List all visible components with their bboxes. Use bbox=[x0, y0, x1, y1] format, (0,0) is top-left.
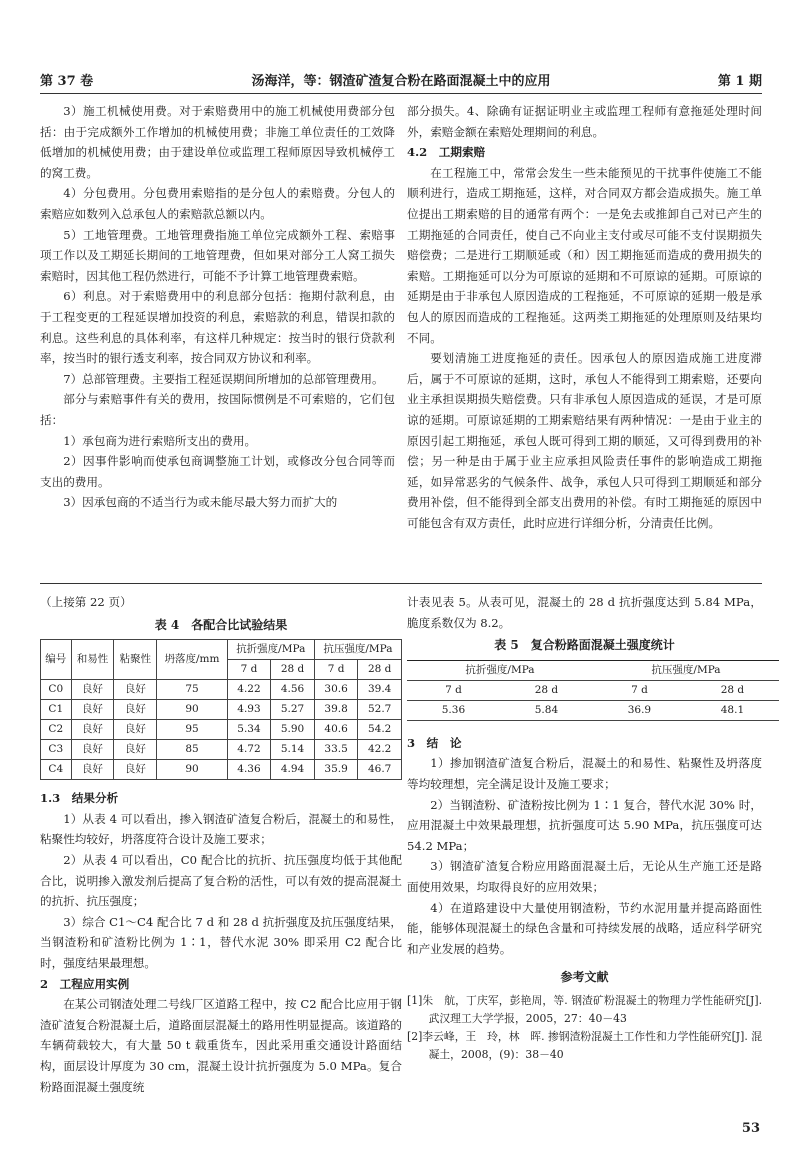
top-right-column bbox=[407, 101, 762, 533]
table-cell: 90 bbox=[157, 760, 227, 780]
paragraph: 5）工地管理费。工地管理费指施工单位完成额外工程、索赔事项工作以及工期延长期间的工地管理费，但如果对部分工人窝工损失索赔时，因其他工程仍然进行，可能不予计算工地管理费索赔。 bbox=[40, 227, 395, 283]
references-title: 参考文献 bbox=[560, 970, 609, 985]
paragraph: 要划清施工进度拖延的责任。因承包人的原因造成施工进度滞后，属于不可原谅的延期，这时，承包人不能得到工期索赔，还要向业主承担误期损失赔偿费。只有非承包人原因造成的延误，才是可原谅的延期。可原谅延期的工期索赔结果有两种情况：一是由于业主的原因引起工期拖延，承包人既可得到工期的顺延，又可得到费用的补偿；另一种是由于属于业主应承担风险责任事件的影响造成工期拖延，如异常恶劣的气候条件、战争，承包人只可得到工期顺延和部分费用补偿，但不能得到全部支出费用的补偿。有时工期拖延的原因中可能包含有双方责任，此时应进行详细分析，分清责任比例。 bbox=[407, 351, 762, 530]
table-header: 粘聚性 bbox=[114, 640, 157, 680]
paragraph: 在工程施工中，常常会发生一些未能预见的干扰事件使施工不能顺利进行，造成工期拖延，这样，对合同双方都会造成损失。施工单位提出工期索赔的目的通常有两个：一是免去或推卸自己对已产生的工期拖延的合同责任，使自己不向业主支付或尽可能不支付误期损失赔偿费；二是进行工期顺延或（和）因工期拖延而造成的费用损失的索赔。工期拖延可以分为可原谅的延期和不可原谅的延期。可原谅的延期是由于非承包人原因造成的工程拖延，不可原谅的延期一般是承包人的原因而造成的工程拖延。这两类工期拖延的处理原则及结果均不同。 bbox=[407, 165, 762, 345]
bottom-left-column bbox=[40, 592, 402, 1097]
running-title: 汤海洋，等：钢渣矿渣复合粉在路面混凝土中的应用 bbox=[251, 74, 551, 89]
table-cell: 4.56 bbox=[271, 680, 315, 700]
section-heading-2: 2 工程应用实例 bbox=[40, 976, 130, 991]
paragraph: 部分损失。4、除确有证据证明业主或监理工程师有意拖延处理时间外，索赔金额在索赔处理期间的利息。 bbox=[407, 104, 762, 139]
table-cell: 36.9 bbox=[593, 700, 686, 720]
paragraph: 7）总部管理费。主要指工程延误期间所增加的总部管理费用。 bbox=[63, 371, 384, 386]
table-subheader: 28 d bbox=[686, 680, 779, 700]
table-subheader: 28 d bbox=[500, 680, 593, 700]
table-cell: 4.36 bbox=[227, 760, 271, 780]
paragraph: 3）施工机械使用费。对于索赔费用中的施工机械使用费部分包括：由于完成额外工作增加的机械使用费；非施工单位责任的工效降低增加的机械使用费；由于建设单位或监理工程师原因导致机械停工的窝工费。 bbox=[40, 104, 395, 180]
table-header: 和易性 bbox=[71, 640, 114, 680]
table-cell: 5.34 bbox=[227, 720, 271, 740]
table-subheader: 7 d bbox=[227, 660, 271, 680]
table-cell: 39.4 bbox=[358, 680, 402, 700]
paragraph: 在某公司钢渣处理二号线厂区道路工程中，按 C2 配合比应用于钢渣矿渣复合粉混凝土后，道路面层混凝土的路用性明显提高。该道路的车辆荷载较大，有大量 50 t 载重货车，因此采用重交通设计路面结构，面层设计厚度为 30 cm，混凝土设计抗折强度为 5.0 MPa。复合粉路面混凝土强度统 bbox=[40, 997, 402, 1094]
table-row bbox=[41, 760, 402, 780]
table-cell: 33.5 bbox=[314, 740, 358, 760]
table-cell: 良好 bbox=[71, 760, 114, 780]
issue-label: 第 1 期 bbox=[717, 74, 762, 89]
table-cell: 良好 bbox=[71, 700, 114, 720]
table-cell: 30.6 bbox=[314, 680, 358, 700]
table-subheader: 7 d bbox=[593, 680, 686, 700]
continued-note: （上接第 22 页） bbox=[40, 595, 132, 609]
table-5 bbox=[407, 660, 779, 721]
table-cell: 良好 bbox=[114, 740, 157, 760]
table-cell: 4.94 bbox=[271, 760, 315, 780]
table-cell: 5.90 bbox=[271, 720, 315, 740]
table-cell: 95 bbox=[157, 720, 227, 740]
table-cell: 良好 bbox=[71, 680, 114, 700]
section-heading-4-2: 4.2 工期索赔 bbox=[407, 145, 486, 160]
bottom-right-column bbox=[407, 592, 762, 1064]
table-subheader: 7 d bbox=[314, 660, 358, 680]
table-cell: 5.27 bbox=[271, 700, 315, 720]
paragraph: 2）当钢渣粉、矿渣粉按比例为 1∶1 复合，替代水泥 30% 时，应用混凝土中效果最理想，抗折强度可达 5.90 MPa，抗压强度可达 54.2 MPa； bbox=[407, 797, 762, 853]
paragraph: 3）综合 C1～C4 配合比 7 d 和 28 d 抗折强度及抗压强度结果，当钢渣粉和矿渣粉比例为 1∶1，替代水泥 30% 即采用 C2 配合比时，强度结果最理想。 bbox=[40, 914, 402, 970]
table-cell: 良好 bbox=[114, 680, 157, 700]
table-header: 抗折强度/MPa bbox=[227, 640, 314, 660]
table-cell: 良好 bbox=[71, 740, 114, 760]
paragraph: 3）钢渣矿渣复合粉应用路面混凝土后，无论从生产施工还是路面使用效果，均取得良好的应用效果； bbox=[407, 859, 762, 894]
table-row bbox=[41, 700, 402, 720]
table-cell: 4.22 bbox=[227, 680, 271, 700]
table-cell: 良好 bbox=[71, 720, 114, 740]
table-cell: 40.6 bbox=[314, 720, 358, 740]
table-cell: C0 bbox=[41, 680, 72, 700]
reference-item: [2]李云峰，王 玲，林 晖. 掺钢渣粉混凝土工作性和力学性能研究[J]. 混凝土，2008，(9)：38－40 bbox=[407, 1029, 762, 1061]
paragraph: 2）从表 4 可以看出，C0 配合比的抗折、抗压强度均低于其他配合比，说明掺入激发剂后提高了复合粉的活性，可以有效的提高混凝土的抗折、抗压强度； bbox=[40, 852, 402, 909]
table-subheader: 28 d bbox=[271, 660, 315, 680]
table-cell: 75 bbox=[157, 680, 227, 700]
page-number: 53 bbox=[741, 1121, 760, 1136]
table-cell: 85 bbox=[157, 740, 227, 760]
table-cell: 良好 bbox=[114, 700, 157, 720]
header-rule bbox=[40, 93, 762, 94]
table-header: 抗压强度/MPa bbox=[593, 660, 779, 680]
table-header: 抗压强度/MPa bbox=[314, 640, 401, 660]
paragraph: 1）掺加钢渣矿渣复合粉后，混凝土的和易性、粘聚性及坍落度等均较理想，完全满足设计及施工要求； bbox=[407, 756, 762, 791]
table-4 bbox=[40, 639, 402, 780]
table-subheader: 28 d bbox=[358, 660, 402, 680]
paragraph: 计表见表 5。从表可见，混凝土的 28 d 抗折强度达到 5.84 MPa，脆度系数仅为 8.2。 bbox=[407, 595, 762, 630]
paragraph: 1）承包商为进行索赔所支出的费用。 bbox=[63, 433, 257, 448]
table-cell: C2 bbox=[41, 720, 72, 740]
table-cell: 42.2 bbox=[358, 740, 402, 760]
table-subheader: 7 d bbox=[407, 680, 500, 700]
volume-label: 第 37 卷 bbox=[40, 74, 94, 89]
paragraph: 2）因事件影响而使承包商调整施工计划，或修改分包合同等而支出的费用。 bbox=[40, 454, 395, 489]
table-cell: 5.36 bbox=[407, 700, 500, 720]
table-4-body bbox=[41, 680, 402, 780]
table-row bbox=[41, 720, 402, 740]
table-row bbox=[41, 680, 402, 700]
paragraph: 部分与索赔事件有关的费用，按国际惯例是不可索赔的，它们包括： bbox=[40, 392, 395, 427]
table-cell: 90 bbox=[157, 700, 227, 720]
table-cell: 良好 bbox=[114, 760, 157, 780]
table5-title: 表 5 复合粉路面混凝土强度统计 bbox=[494, 638, 675, 653]
table-header: 坍落度/mm bbox=[157, 640, 227, 680]
table-header: 编号 bbox=[41, 640, 72, 680]
table4-title: 表 4 各配合比试验结果 bbox=[154, 617, 288, 632]
section-divider bbox=[40, 583, 762, 584]
paragraph: 6）利息。对于索赔费用中的利息部分包括：拖期付款利息，由于工程变更的工程延误增加投资的利息，索赔款的利息，错误扣款的利息。这些利息的具体利率，有这样几种规定：按当时的银行贷款利率，按当时的银行透支利率，按合同双方协议和利率。 bbox=[40, 289, 395, 366]
table-cell: 5.14 bbox=[271, 740, 315, 760]
table-header: 抗折强度/MPa bbox=[407, 660, 593, 680]
table-cell: 4.72 bbox=[227, 740, 271, 760]
table-cell: C3 bbox=[41, 740, 72, 760]
table-cell: 35.9 bbox=[314, 760, 358, 780]
table-cell: 39.8 bbox=[314, 700, 358, 720]
table-cell: 52.7 bbox=[358, 700, 402, 720]
paragraph: 4）在道路建设中大量使用钢渣粉，节约水泥用量并提高路面性能，能够体现混凝土的绿色含量和可持续发展的战略，适应科学研究和产业发展的趋势。 bbox=[407, 900, 762, 956]
table-cell: C1 bbox=[41, 700, 72, 720]
top-left-column bbox=[40, 101, 395, 513]
section-heading-3: 3 结 论 bbox=[407, 735, 462, 750]
table-cell: 48.1 bbox=[686, 700, 779, 720]
table-cell: 4.93 bbox=[227, 700, 271, 720]
paragraph: 1）从表 4 可以看出，掺入钢渣矿渣复合粉后，混凝土的和易性，粘聚性均较好，坍落度符合设计及施工要求； bbox=[40, 811, 402, 847]
table-cell: 良好 bbox=[114, 720, 157, 740]
table-cell: 46.7 bbox=[358, 760, 402, 780]
table-row bbox=[41, 740, 402, 760]
table-cell: C4 bbox=[41, 760, 72, 780]
reference-item: [1]朱 航，丁庆军，彭艳周，等. 钢渣矿粉混凝土的物理力学性能研究[J]. 武汉理工大学学报，2005，27：40－43 bbox=[407, 993, 762, 1025]
paragraph: 3）因承包商的不适当行为或未能尽最大努力而扩大的 bbox=[63, 495, 338, 510]
table-cell: 54.2 bbox=[358, 720, 402, 740]
paragraph: 4）分包费用。分包费用索赔指的是分包人的索赔费。分包人的索赔应如数列入总承包人的索赔款总额以内。 bbox=[40, 186, 395, 221]
section-heading-1-3: 1.3 结果分析 bbox=[40, 791, 119, 806]
running-header bbox=[40, 70, 762, 92]
table-cell: 5.84 bbox=[500, 700, 593, 720]
